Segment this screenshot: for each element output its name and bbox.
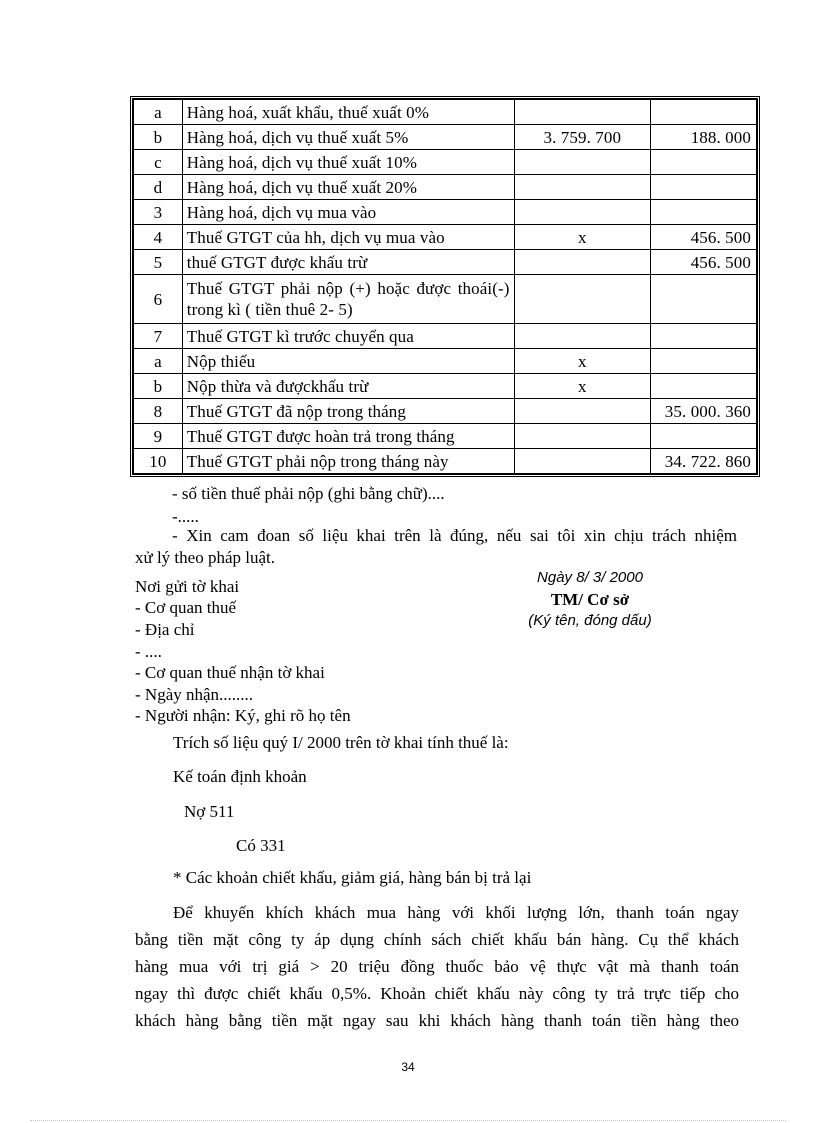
credit-account: Có 331 bbox=[236, 836, 286, 855]
signature-note: (Ký tên, đóng dấu) bbox=[528, 612, 652, 629]
table-row bbox=[134, 424, 757, 449]
row-tax-cell bbox=[651, 349, 757, 374]
row-description-cell: Thuế GTGT phải nộp (+) hoặc được thoái(-) trong kì ( tiền thuê 2- 5) bbox=[182, 275, 514, 324]
row-description-cell: Hàng hoá, dịch vụ thuế xuất 10% bbox=[182, 150, 514, 175]
note-ellipsis: -..... bbox=[172, 507, 199, 526]
row-tax-cell bbox=[651, 150, 757, 175]
row-tax-cell bbox=[651, 175, 757, 200]
table-row bbox=[134, 150, 757, 175]
send-item: - Cơ quan thuế nhận tờ khai bbox=[135, 663, 325, 682]
row-number-cell: 9 bbox=[134, 424, 183, 449]
row-number-cell: 4 bbox=[134, 225, 183, 250]
row-value-cell bbox=[514, 175, 651, 200]
section-heading: * Các khoản chiết khấu, giảm giá, hàng bán bị trả lại bbox=[173, 868, 532, 887]
row-tax-cell: 456. 500 bbox=[651, 225, 757, 250]
row-description-cell: Hàng hoá, dịch vụ thuế xuất 5% bbox=[182, 125, 514, 150]
paragraph-line: khách hàng bằng tiền mặt ngay sau khi khách hàng thanh toán tiền hàng theo bbox=[135, 1011, 739, 1030]
row-description-cell: Hàng hoá, dịch vụ thuế xuất 20% bbox=[182, 175, 514, 200]
row-number-cell: c bbox=[134, 150, 183, 175]
row-description-cell: Thuế GTGT được hoàn trả trong tháng bbox=[182, 424, 514, 449]
row-value-cell bbox=[514, 150, 651, 175]
table-row bbox=[134, 275, 757, 324]
row-value-cell bbox=[514, 324, 651, 349]
row-value-cell bbox=[514, 200, 651, 225]
row-value-cell: x bbox=[514, 225, 651, 250]
note-amount-in-words: - số tiền thuế phải nộp (ghi bằng chữ).... bbox=[172, 484, 445, 503]
footer-rule bbox=[30, 1120, 786, 1121]
row-tax-cell bbox=[651, 200, 757, 225]
row-number-cell: b bbox=[134, 125, 183, 150]
table-row bbox=[134, 225, 757, 250]
row-description-cell: Nộp thiếu bbox=[182, 349, 514, 374]
table-row bbox=[134, 250, 757, 275]
row-tax-cell bbox=[651, 100, 757, 125]
send-item: - .... bbox=[135, 642, 162, 661]
row-value-cell: x bbox=[514, 349, 651, 374]
table-row bbox=[134, 324, 757, 349]
entry-title: Kế toán định khoản bbox=[173, 767, 307, 786]
row-tax-cell bbox=[651, 374, 757, 399]
debit-account: Nợ 511 bbox=[184, 802, 235, 821]
table-row bbox=[134, 449, 757, 474]
row-value-cell bbox=[514, 449, 651, 474]
table-row bbox=[134, 200, 757, 225]
row-tax-cell: 35. 000. 360 bbox=[651, 399, 757, 424]
row-tax-cell: 456. 500 bbox=[651, 250, 757, 275]
row-tax-cell: 188. 000 bbox=[651, 125, 757, 150]
row-description-cell: Thuế GTGT của hh, dịch vụ mua vào bbox=[182, 225, 514, 250]
row-number-cell: b bbox=[134, 374, 183, 399]
page-number: 34 bbox=[401, 1060, 415, 1074]
signature-role: TM/ Cơ sở bbox=[550, 590, 630, 609]
table-row bbox=[134, 100, 757, 125]
row-description-cell: Nộp thừa và đượckhấu trừ bbox=[182, 374, 514, 399]
row-description-cell: Thuế GTGT đã nộp trong tháng bbox=[182, 399, 514, 424]
row-tax-cell bbox=[651, 324, 757, 349]
send-item: - Ngày nhận........ bbox=[135, 685, 254, 704]
note-commitment-line2: xử lý theo pháp luật. bbox=[135, 548, 275, 567]
table-row bbox=[134, 399, 757, 424]
paragraph-line: bằng tiền mặt công ty áp dụng chính sách chiết khấu bán hàng. Cụ thể khách bbox=[135, 930, 739, 949]
row-description-cell: Hàng hoá, xuất khẩu, thuế xuất 0% bbox=[182, 100, 514, 125]
row-number-cell: 6 bbox=[134, 275, 183, 324]
paragraph-line: ngay thì được chiết khấu 0,5%. Khoản chiết khấu này công ty trả trực tiếp cho bbox=[135, 984, 739, 1003]
table-row bbox=[134, 175, 757, 200]
row-value-cell bbox=[514, 100, 651, 125]
extract-line: Trích số liệu quý I/ 2000 trên tờ khai tính thuế là: bbox=[173, 733, 509, 752]
row-value-cell bbox=[514, 275, 651, 324]
signature-date: Ngày 8/ 3/ 2000 bbox=[537, 569, 643, 586]
row-number-cell: 8 bbox=[134, 399, 183, 424]
row-value-cell bbox=[514, 424, 651, 449]
paragraph-line: Để khuyến khích khách mua hàng với khối lượng lớn, thanh toán ngay bbox=[173, 903, 739, 922]
row-number-cell: 7 bbox=[134, 324, 183, 349]
row-tax-cell bbox=[651, 424, 757, 449]
send-title: Nơi gửi tờ khai bbox=[135, 577, 240, 596]
row-number-cell: 10 bbox=[134, 449, 183, 474]
row-number-cell: a bbox=[134, 349, 183, 374]
row-number-cell: d bbox=[134, 175, 183, 200]
row-value-cell bbox=[514, 399, 651, 424]
table-row bbox=[134, 374, 757, 399]
row-tax-cell bbox=[651, 275, 757, 324]
row-value-cell: x bbox=[514, 374, 651, 399]
tax-table bbox=[133, 99, 757, 474]
send-item: - Cơ quan thuế bbox=[135, 598, 237, 617]
send-item: - Người nhận: Ký, ghi rõ họ tên bbox=[135, 706, 351, 725]
row-number-cell: a bbox=[134, 100, 183, 125]
row-description-cell: Hàng hoá, dịch vụ mua vào bbox=[182, 200, 514, 225]
tax-table-body bbox=[134, 100, 757, 474]
tax-declaration-table bbox=[130, 96, 760, 477]
row-description-cell: thuế GTGT được khấu trừ bbox=[182, 250, 514, 275]
note-commitment-line1: - Xin cam đoan số liệu khai trên là đúng, nếu sai tôi xin chịu trách nhiệm bbox=[172, 526, 737, 545]
table-row bbox=[134, 125, 757, 150]
table-row bbox=[134, 349, 757, 374]
row-value-cell bbox=[514, 250, 651, 275]
row-tax-cell: 34. 722. 860 bbox=[651, 449, 757, 474]
row-description-cell: Thuế GTGT phải nộp trong tháng này bbox=[182, 449, 514, 474]
row-description-cell: Thuế GTGT kì trước chuyển qua bbox=[182, 324, 514, 349]
row-number-cell: 3 bbox=[134, 200, 183, 225]
row-value-cell: 3. 759. 700 bbox=[514, 125, 651, 150]
send-item: - Địa chỉ bbox=[135, 620, 195, 639]
paragraph-line: hàng mua với trị giá > 20 triệu đồng thuốc bảo vệ thực vật mà thanh toán bbox=[135, 957, 739, 976]
row-number-cell: 5 bbox=[134, 250, 183, 275]
